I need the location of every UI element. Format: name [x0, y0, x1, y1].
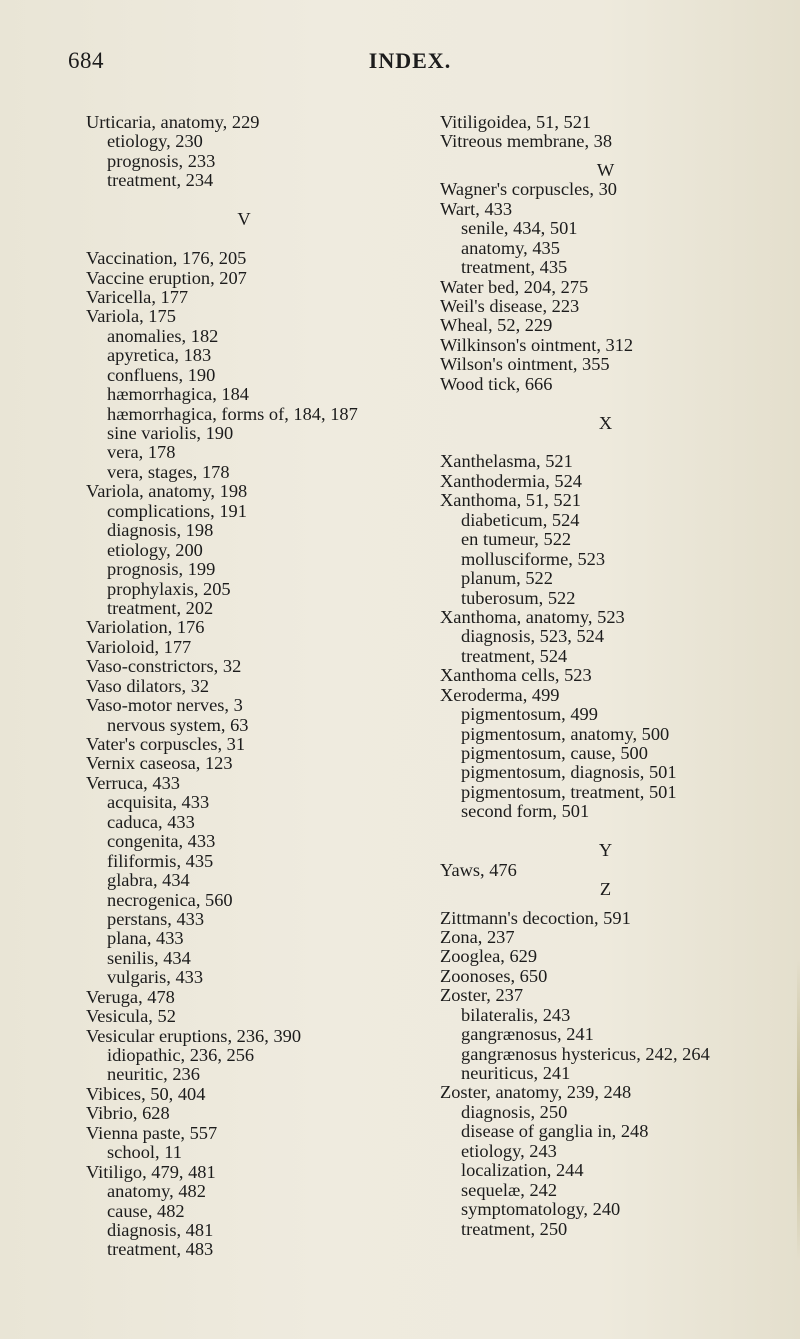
index-subentry: hæmorrhagica, 184 [107, 384, 249, 405]
index-subentry: neuriticus, 241 [461, 1063, 571, 1083]
index-subentry: pigmentosum, anatomy, 500 [461, 723, 670, 744]
index-subentry: symptomatology, 240 [461, 1199, 621, 1220]
index-entry: Vitreous membrane, 38 [440, 131, 613, 152]
index-entry: Veruga, 478 [86, 986, 175, 1007]
index-entry: Wagner's corpuscles, 30 [440, 179, 618, 200]
index-entry: Variola, 175 [86, 306, 176, 327]
index-subentry: anatomy, 482 [107, 1181, 206, 1202]
index-entry: Vitiligo, 479, 481 [86, 1161, 216, 1182]
index-entry: Urticaria, anatomy, 229 [86, 112, 260, 132]
index-column-left [86, 113, 416, 1260]
spacer [440, 822, 785, 841]
index-entry: Vaccination, 176, 205 [86, 248, 247, 269]
index-subentry: planum, 522 [461, 568, 553, 589]
index-entry: Vibices, 50, 404 [86, 1083, 206, 1104]
index-subentry: etiology, 243 [461, 1140, 557, 1161]
index-entry: Xanthodermia, 524 [440, 470, 582, 491]
index-subentry: gangrænosus hystericus, 242, 264 [461, 1043, 710, 1064]
index-subentry: etiology, 200 [107, 539, 203, 560]
index-subentry: pigmentosum, 499 [461, 704, 598, 725]
spacer [86, 191, 416, 210]
index-subentry: senile, 434, 501 [461, 218, 578, 239]
index-subentry: prognosis, 199 [107, 559, 216, 580]
index-entry: Vesicula, 52 [86, 1006, 176, 1027]
index-entry: Varioloid, 177 [86, 636, 192, 657]
index-subentry: complications, 191 [107, 500, 247, 521]
index-subentry: treatment, 250 [461, 1218, 568, 1239]
index-subentry: disease of ganglia in, 248 [461, 1121, 649, 1142]
section-letter: X [598, 412, 613, 433]
index-entry: Vernix caseosa, 123 [86, 753, 233, 774]
index-entry: Wood tick, 666 [440, 373, 553, 394]
index-entry: Wilkinson's ointment, 312 [440, 334, 634, 355]
spacer [440, 433, 785, 452]
index-subentry: diagnosis, 523, 524 [461, 626, 605, 647]
index-subentry: congenita, 433 [107, 831, 216, 852]
index-subentry: treatment, 435 [461, 257, 568, 278]
index-subentry: necrogenica, 560 [107, 889, 233, 910]
index-subentry: second form, 501 [461, 801, 590, 822]
index-entry: Vibrio, 628 [86, 1103, 170, 1124]
index-subentry: treatment, 234 [107, 170, 214, 191]
index-subentry: diagnosis, 198 [107, 520, 214, 541]
index-subentry: pigmentosum, treatment, 501 [461, 781, 677, 802]
index-subentry: vera, stages, 178 [107, 461, 230, 482]
index-subentry: caduca, 433 [107, 811, 195, 832]
index-subentry: confluens, 190 [107, 364, 216, 385]
index-subentry: gangrænosus, 241 [461, 1024, 594, 1045]
index-subentry: glabra, 434 [107, 870, 190, 891]
index-subentry: diagnosis, 481 [107, 1219, 214, 1240]
index-subentry: senilis, 434 [107, 947, 191, 968]
index-subentry: plana, 433 [107, 928, 184, 949]
index-subentry: en tumeur, 522 [461, 529, 572, 550]
section-letter: V [237, 209, 251, 230]
index-entry: Xanthoma, 51, 521 [440, 490, 581, 511]
index-subentry: vera, 178 [107, 442, 176, 463]
index-subentry: prophylaxis, 205 [107, 578, 231, 599]
index-entry: Wilson's ointment, 355 [440, 354, 610, 375]
index-entry: Zona, 237 [440, 926, 515, 947]
index-entry: Zooglea, 629 [440, 946, 538, 967]
index-subentry: prognosis, 233 [107, 150, 216, 171]
index-entry: Xanthoma, anatomy, 523 [440, 606, 625, 627]
index-entry: Wheal, 52, 229 [440, 315, 553, 336]
index-entry: Variolation, 176 [86, 617, 205, 638]
index-subentry: tuberosum, 522 [461, 587, 576, 608]
index-entry: Vesicular eruptions, 236, 390 [86, 1025, 302, 1046]
index-entry: Vaso-motor nerves, 3 [86, 695, 243, 716]
index-entry: Vaccine eruption, 207 [86, 267, 247, 288]
index-subentry: anomalies, 182 [107, 325, 219, 346]
index-entry: Vaso dilators, 32 [86, 675, 210, 696]
index-column-right [440, 113, 785, 1239]
index-subentry: pigmentosum, diagnosis, 501 [461, 762, 677, 783]
index-entry: Variola, anatomy, 198 [86, 481, 248, 502]
index-subentry: perstans, 433 [107, 908, 205, 929]
index-entry: Verruca, 433 [86, 772, 180, 793]
index-subentry: neuritic, 236 [107, 1064, 200, 1085]
section-letter: Z [599, 879, 612, 900]
page-number: 684 [68, 48, 104, 73]
index-entry: Vaso-constrictors, 32 [86, 656, 242, 677]
index-entry: Vienna paste, 557 [86, 1122, 218, 1143]
index-subentry: school, 11 [107, 1142, 182, 1163]
index-subentry: treatment, 524 [461, 645, 568, 666]
index-entry: Water bed, 204, 275 [440, 276, 589, 297]
index-entry: Vitiligoidea, 51, 521 [440, 112, 592, 132]
index-entry: Varicella, 177 [86, 286, 189, 307]
index-subentry: apyretica, 183 [107, 345, 212, 366]
index-entry: Zoster, anatomy, 239, 248 [440, 1082, 632, 1103]
index-subentry: filiformis, 435 [107, 850, 214, 871]
index-subentry: pigmentosum, cause, 500 [461, 743, 648, 763]
index-subentry: localization, 244 [461, 1160, 584, 1181]
spacer [86, 230, 416, 249]
index-subentry: etiology, 230 [107, 131, 203, 152]
index-entry: Xanthoma cells, 523 [440, 665, 592, 686]
index-subentry: sine variolis, 190 [107, 423, 234, 443]
index-subentry: hæmorrhagica, forms of, 184, 187 [107, 403, 358, 424]
index-entry: Zoster, 237 [440, 985, 524, 1006]
spacer [440, 394, 785, 413]
index-subentry: idiopathic, 236, 256 [107, 1045, 255, 1065]
index-entry: Zoonoses, 650 [440, 965, 548, 986]
index-subentry: cause, 482 [107, 1200, 185, 1221]
index-subentry: nervous system, 63 [107, 714, 249, 735]
running-head: INDEX. [368, 48, 452, 73]
index-subentry: anatomy, 435 [461, 237, 560, 258]
index-subentry: diabeticum, 524 [461, 509, 580, 530]
index-subentry: treatment, 483 [107, 1239, 214, 1260]
index-entry: Zittmann's decoction, 591 [440, 907, 631, 928]
index-subentry: treatment, 202 [107, 597, 214, 618]
index-subentry: bilateralis, 243 [461, 1004, 571, 1025]
index-subentry: sequelæ, 242 [461, 1179, 558, 1200]
index-subentry: mollusciforme, 523 [461, 548, 606, 569]
index-entry: Yaws, 476 [440, 859, 517, 880]
section-letter: Y [598, 840, 613, 861]
section-letter: W [596, 159, 615, 180]
index-entry: Vater's corpuscles, 31 [86, 734, 246, 754]
index-subentry: acquisita, 433 [107, 792, 210, 813]
index-entry: Xeroderma, 499 [440, 684, 560, 705]
index-entry: Wart, 433 [440, 198, 513, 219]
index-subentry: diagnosis, 250 [461, 1101, 568, 1122]
index-entry: Xanthelasma, 521 [440, 451, 573, 472]
index-entry: Weil's disease, 223 [440, 295, 580, 316]
index-subentry: vulgaris, 433 [107, 967, 204, 988]
